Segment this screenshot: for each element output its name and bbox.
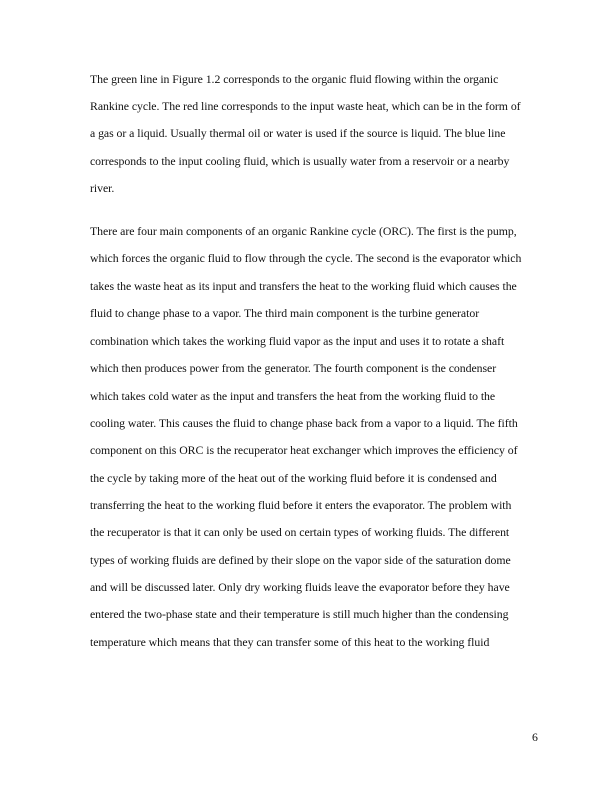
- text-line: the cycle by taking more of the heat out of the working fluid before it is condensed and: [90, 471, 497, 485]
- text-line: combination which takes the working fluid vapor as the input and uses it to rotate a shaft: [90, 334, 505, 348]
- text-line: which forces the organic fluid to flow through the cycle. The second is the evaporator which: [90, 251, 522, 265]
- text-line: types of working fluids are defined by their slope on the vapor side of the saturation dome: [90, 553, 511, 567]
- text-line: component on this ORC is the recuperator heat exchanger which improves the efficiency of: [90, 443, 518, 457]
- page-number: 6: [532, 730, 538, 744]
- text-line: fluid to change phase to a vapor. The third main component is the turbine generator: [90, 306, 480, 320]
- text-line: entered the two-phase state and their temperature is still much higher than the condensing: [90, 607, 509, 621]
- text-line: cooling water. This causes the fluid to change phase back from a vapor to a liquid. The fifth: [90, 416, 518, 430]
- text-line: transferring the heat to the working fluid before it enters the evaporator. The problem with: [90, 498, 512, 512]
- text-line: a gas or a liquid. Usually thermal oil or water is used if the source is liquid. The blue line: [90, 126, 506, 140]
- text-line: Rankine cycle. The red line corresponds to the input waste heat, which can be in the form of: [90, 99, 521, 113]
- text-line: There are four main components of an organic Rankine cycle (ORC). The first is the pump,: [90, 224, 517, 238]
- text-line: which takes cold water as the input and transfers the heat from the working fluid to the: [90, 389, 496, 403]
- text-line: river.: [90, 181, 115, 195]
- text-line: the recuperator is that it can only be used on certain types of working fluids. The different: [90, 525, 510, 539]
- text-line: corresponds to the input cooling fluid, which is usually water from a reservoir or a nearby: [90, 154, 510, 168]
- text-line: and will be discussed later. Only dry working fluids leave the evaporator before they have: [90, 580, 510, 594]
- text-line: temperature which means that they can transfer some of this heat to the working fluid: [90, 635, 490, 649]
- text-line: The green line in Figure 1.2 corresponds to the organic fluid flowing within the organic: [90, 72, 499, 86]
- text-line: takes the waste heat as its input and transfers the heat to the working fluid which causes the: [90, 279, 517, 293]
- text-line: which then produces power from the generator. The fourth component is the condenser: [90, 361, 497, 375]
